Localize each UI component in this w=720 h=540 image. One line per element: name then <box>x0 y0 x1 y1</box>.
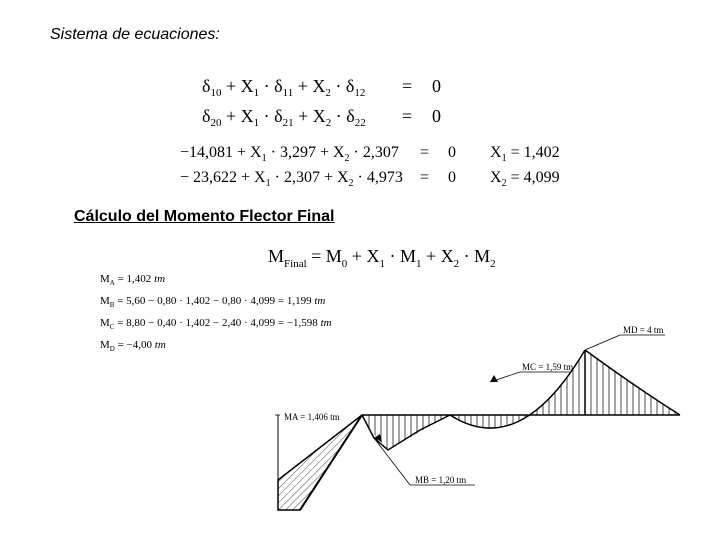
moment-b: $M_B = 5,60 - 0,80 \cdot 1,402 - 0,80 \cdot 4,099 = 1,199$ tm <box>100 295 326 309</box>
label-mc: MC = 1,59 tm <box>522 362 574 372</box>
svg-text:=: = <box>420 169 430 186</box>
numeric-equations-render <box>180 140 580 190</box>
numeric-equations <box>180 140 580 195</box>
moment-diagram-svg <box>270 320 710 520</box>
symbolic-equations <box>200 72 460 135</box>
symbolic-equations-render <box>200 72 460 130</box>
moment-d: $M_D = -4,00$ tm <box>100 339 166 353</box>
moment-a: $M_A = 1,402$ tm <box>100 273 166 287</box>
svg-text:=: = <box>420 144 430 161</box>
svg-text:X1 = 1,402: $X_1 = 1,402$ <box>490 144 560 164</box>
section-title: Cálculo del Momento Flector Final <box>74 208 335 225</box>
svg-text:0: 0 <box>448 144 456 161</box>
svg-text:δ10 + X1 · δ11 + X2 · δ12: $\delta_{10} + X_1 \cdot \delta_{11} + X_2 \cdot \delta_{12}$ <box>202 76 366 99</box>
label-ma: MA = 1,406 tm <box>284 412 340 422</box>
moment-c: $M_C = 8,80 - 0,40 \cdot 1,402 - 2,40 \cdot 4,099 = -1,598$ tm <box>100 317 332 331</box>
svg-text:0: 0 <box>432 76 441 96</box>
final-formula-render <box>268 242 528 270</box>
equation-2 <box>202 106 441 129</box>
equation-1 <box>202 76 441 99</box>
svg-text:0: 0 <box>432 106 441 126</box>
svg-text:δ20 + X1 · δ21 + X2 · δ22: $\delta_{20} + X_1 \cdot \delta_{21} + X_2 \cdot \delta_{22}$ <box>202 106 366 129</box>
svg-text:X2 = 4,099: $X_2 = 4,099$ <box>490 169 560 189</box>
svg-text:=: = <box>402 76 413 96</box>
svg-text:0: 0 <box>448 169 456 186</box>
md-leader <box>585 335 620 350</box>
moment-diagram <box>270 320 710 525</box>
numeric-equation-2 <box>180 169 560 189</box>
label-md: MD = 4 tm <box>623 325 664 335</box>
svg-text:MFinal = M0 + X1 · M1 + X2 · M: $M_{Final} = M_0 + X_1 \cdot M_1 + X_2 \cdot M_2$ <box>268 246 496 270</box>
svg-text:− 23,622 + X1 · 2,307 + X2 · 4: − $23,622 + X_1 \cdot 2,307 + X_2 \cdot 4,973$ <box>180 169 403 189</box>
svg-text:−14,081 + X1 · 3,297 + X2 · 2,: $-14,081 + X_1 \cdot 3,297 + X_2 \cdot 2,307$ <box>180 144 399 164</box>
left-moment-area <box>362 415 450 450</box>
label-mb: MB = 1,20 tm <box>415 475 467 485</box>
numeric-equation-1 <box>180 144 560 164</box>
page-title: Sistema de ecuaciones: <box>50 26 220 43</box>
column-moment-area <box>278 415 362 510</box>
svg-text:=: = <box>402 106 413 126</box>
